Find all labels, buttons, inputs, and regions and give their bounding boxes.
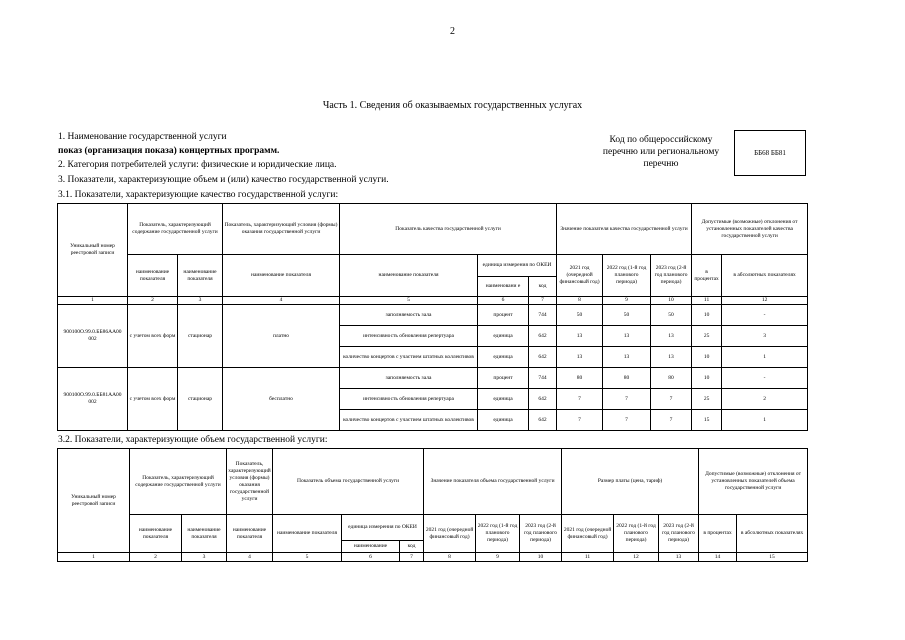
v-header-absolute: в абсолютных показателях [737,515,808,553]
unit-name-cell: процент [478,368,529,389]
column-number: 6 [478,297,529,305]
header-condition-indicator: Показатель, характеризующий условия (формы) оказания государственной услуги [223,204,340,255]
v-header-name-1: наименование показателя [130,515,182,553]
condition-cell: платно [223,305,340,368]
v-header-volume-indicator: Показатель объема государственной услуги [273,449,424,515]
column-number: 11 [562,553,614,562]
deviation-absolute-cell: 1 [722,410,808,431]
column-number: 13 [659,553,699,562]
v-header-allowed-deviations: Допустимые (возможные) отклонения от установленных показателей объема государственной услуги [699,449,808,515]
service-name-label: 1. Наименование государственной услуги [58,132,227,142]
header-percent: в процентах [692,255,722,297]
deviation-percent-cell: 10 [692,347,722,368]
v-header-name-2: наименование показателя [182,515,227,553]
header-name-1: наименование показателя [128,255,178,297]
registry-code-box: ББ68 ББ81 [734,130,806,176]
deviation-absolute-cell: 2 [722,389,808,410]
value-2022-cell: 13 [603,347,651,368]
column-number: 5 [340,297,478,305]
column-number: 10 [520,553,562,562]
unit-name-cell: процент [478,305,529,326]
unit-name-cell: единица [478,326,529,347]
column-number: 14 [699,553,737,562]
deviation-percent-cell: 10 [692,368,722,389]
header-name-2: наименование показателя [178,255,223,297]
value-2021-cell: 80 [557,368,603,389]
unit-name-cell: единица [478,389,529,410]
deviation-absolute-cell: - [722,305,808,326]
value-2021-cell: 7 [557,410,603,431]
condition-cell: бесплатно [223,368,340,431]
quality-indicators-heading: 3.1. Показатели, характеризующие качество государственной услуги: [58,190,339,200]
value-2022-cell: 50 [603,305,651,326]
v-header-year-1: 2021 год (очередной финансовый год) [424,515,476,553]
service-name-value: показ (организация показа) концертных программ. [58,146,280,156]
column-number: 7 [529,297,557,305]
registry-code-label: Код по общероссийскому перечню или региональному перечню [602,135,720,169]
v-header-year-2: 2022 год (1-й год планового периода) [476,515,520,553]
header-name-3: наименование показателя [223,255,340,297]
header-year-1: 2021 год (очередной финансовый год) [557,255,603,297]
value-2022-cell: 7 [603,410,651,431]
deviation-absolute-cell: 3 [722,326,808,347]
header-quality-values: Значение показателя качества государственной услуги [557,204,692,255]
v-header-fee-year-3: 2023 год (2-й год планового периода) [659,515,699,553]
unit-name-cell: единица [478,347,529,368]
value-2023-cell: 13 [651,326,692,347]
header-allowed-deviations: Допустимые (возможные) отклонения от установленных показателей качества государственной услуги [692,204,808,255]
header-absolute: в абсолютных показателях [722,255,808,297]
column-number: 7 [400,553,424,562]
column-number: 5 [273,553,342,562]
column-number: 6 [342,553,400,562]
v-header-content-indicator: Показатель, характеризующий содержание государственной услуги [130,449,227,515]
unit-name-cell: единица [478,410,529,431]
v-column-numbers-row [58,553,808,562]
table-row [58,305,808,326]
column-numbers-row [58,297,808,305]
indicator-name-cell: интенсивность обновления репертуара [340,326,478,347]
v-header-fee: Размер платы (цена, тариф) [562,449,699,515]
header-name-4: наименование показателя [340,255,478,297]
header-year-2: 2022 год (1-й год планового периода) [603,255,651,297]
unit-code-cell: 744 [529,305,557,326]
part-title: Часть 1. Сведения об оказываемых государственных услугах [322,100,583,111]
value-2021-cell: 13 [557,326,603,347]
header-unit-name: наименовани е [478,277,529,297]
content-cell: с учетом всех форм [128,368,178,431]
column-number: 8 [424,553,476,562]
value-2023-cell: 7 [651,389,692,410]
quality-indicators-table [57,203,808,431]
indicator-name-cell: интенсивность обновления репертуара [340,389,478,410]
registry-number-cell: 900100О.99.0.ББ81АА00 002 [58,368,128,431]
value-2021-cell: 13 [557,347,603,368]
deviation-percent-cell: 15 [692,410,722,431]
deviation-percent-cell: 10 [692,305,722,326]
volume-indicators-heading: 3.2. Показатели, характеризующие объем государственной услуги: [58,435,328,445]
column-number: 11 [692,297,722,305]
deviation-absolute-cell: 1 [722,347,808,368]
indicators-heading: 3. Показатели, характеризующие объем и (или) качество государственной услуги. [58,175,389,185]
value-2022-cell: 7 [603,389,651,410]
column-number: 1 [58,297,128,305]
column-number: 12 [614,553,659,562]
column-number: 2 [130,553,182,562]
value-2023-cell: 80 [651,368,692,389]
indicator-name-cell: количество концертов с участием штатных коллективов [340,410,478,431]
deviation-percent-cell: 25 [692,326,722,347]
column-number: 10 [651,297,692,305]
v-header-unit-code: код [400,541,424,553]
content-form-cell: стационар [178,305,223,368]
column-number: 15 [737,553,808,562]
column-number: 8 [557,297,603,305]
v-header-name-3: наименование показателя [227,515,273,553]
unit-code-cell: 642 [529,326,557,347]
page-number: 2 [450,26,455,37]
header-year-3: 2023 год (2-й год планового периода) [651,255,692,297]
value-2023-cell: 7 [651,410,692,431]
value-2021-cell: 7 [557,389,603,410]
content-form-cell: стационар [178,368,223,431]
column-number: 1 [58,553,130,562]
column-number: 2 [128,297,178,305]
deviation-absolute-cell: - [722,368,808,389]
value-2021-cell: 50 [557,305,603,326]
value-2022-cell: 80 [603,368,651,389]
table-row [58,368,808,389]
v-header-year-3: 2023 год (2-й год планового периода) [520,515,562,553]
unit-code-cell: 642 [529,389,557,410]
v-header-unit-name: наименование [342,541,400,553]
column-number: 12 [722,297,808,305]
header-quality-indicator: Показатель качества государственной услуги [340,204,557,255]
content-cell: с учетом всех форм [128,305,178,368]
indicator-name-cell: количество концертов с участием штатных коллективов [340,347,478,368]
v-header-fee-year-2: 2022 год (1-й год планового периода) [614,515,659,553]
column-number: 9 [603,297,651,305]
registry-number-cell: 900100О.99.0.ББ86АА00 002 [58,305,128,368]
header-unit: единица измерения по ОКЕИ [478,255,557,277]
unit-code-cell: 642 [529,410,557,431]
header-unit-code: код [529,277,557,297]
value-2023-cell: 13 [651,347,692,368]
column-number: 9 [476,553,520,562]
unit-code-cell: 744 [529,368,557,389]
v-header-volume-values: Значение показателя объема государственной услуги [424,449,562,515]
value-2023-cell: 50 [651,305,692,326]
v-header-registry-number: Уникальный номер реестровой записи [58,449,130,553]
unit-code-cell: 642 [529,347,557,368]
value-2022-cell: 13 [603,326,651,347]
v-header-condition-indicator: Показатель, характеризующий условия (формы) оказания государственной услуги [227,449,273,515]
volume-indicators-table [57,448,808,562]
column-number: 4 [223,297,340,305]
v-header-name-4: наименование показателя [273,515,342,553]
v-header-unit: единица измерения по ОКЕИ [342,515,424,541]
indicator-name-cell: заполняемость зала [340,368,478,389]
column-number: 4 [227,553,273,562]
header-content-indicator: Показатель, характеризующий содержание государственной услуги [128,204,223,255]
deviation-percent-cell: 25 [692,389,722,410]
header-registry-number: Уникальный номер реестровой записи [58,204,128,297]
column-number: 3 [182,553,227,562]
column-number: 3 [178,297,223,305]
consumer-category: 2. Категория потребителей услуги: физические и юридические лица. [58,160,337,170]
indicator-name-cell: заполняемость зала [340,305,478,326]
v-header-percent: в процентах [699,515,737,553]
v-header-fee-year-1: 2021 год (очередной финансовый год) [562,515,614,553]
